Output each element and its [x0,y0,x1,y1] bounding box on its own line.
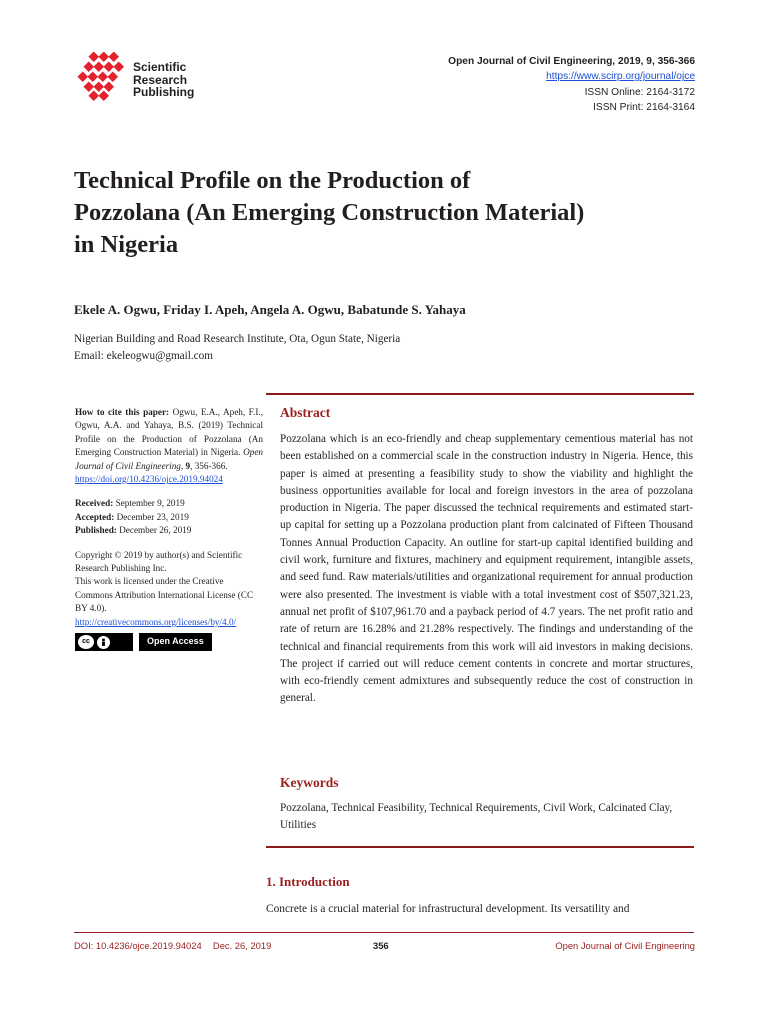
abstract-body: Pozzolana which is an eco-friendly and cheap supplementary cementious material has not been established on a commercial scale in the construction industry in Nigeria. Hence, this paper is aimed at presenting a feasibility study to show the viability and highlight the business opportunities available for local and foreign investors in the area of pozzolana production in Nigeria. The paper discussed the technical requirements and estimated start-up capital for setting up a Pozzolana production plant from calcinated of Fifteen Thousand Tonnes Annual Production Capacity. An outline for start-up capital identified building and civil work, furniture and fixtures, machinery and equipment requirement, intangible assets, and seed fund. Raw materials/utilities and organizational requirement for annual production were also presented. The investment is viable with a total investment cost of $507,321.23, annual net profit of $107,961.70 and a payback period of 4.7 years. The net profit ratio and rate of return are 16.28% and 21.28% respectively. The findings and understanding of the technical and financial requirements from this work will aid investors in making decisions. The project if carried out will reduce cement contents in concrete and mortar structures, with eco-friendly cement admixtures and subsequently reduce the cost of construction in general. [280,433,693,705]
license-url-link[interactable]: http://creativecommons.org/licenses/by/4.0/ [75,616,237,627]
publisher-name-line: Research [133,72,188,87]
footer-date: Dec. 26, 2019 [212,940,272,951]
footer-doi-date [74,940,271,951]
issn-online: ISSN Online: 2164-3172 [584,86,695,98]
title-line: Technical Profile on the Production of [74,167,471,194]
email-label: Email: [74,350,104,362]
keywords-heading: Keywords [280,775,339,790]
paper-email [74,350,213,362]
footer-doi[interactable]: DOI: 10.4236/ojce.2019.94024 [74,940,202,951]
open-access-badge: Open Access [139,633,212,650]
license-notice: This work is licensed under the Creative Commons Attribution International License (CC BY 4.0). [75,576,254,614]
footer-rule [74,932,694,933]
publisher-name-line: Scientific [133,60,187,74]
paper-authors: Ekele A. Ogwu, Friday I. Apeh, Angela A. Ogwu, Babatunde S. Yahaya [74,302,466,317]
sidebar-column [75,406,263,651]
accepted-date: Accepted: December 23, 2019 [75,511,189,522]
email-address-link[interactable]: ekeleogwu@gmail.com [106,350,213,362]
keywords-body: Pozzolana, Technical Feasibility, Technical Requirements, Civil Work, Calcinated Clay, Utilities [280,802,673,832]
footer-journal: Open Journal of Civil Engineering [555,940,695,951]
paper-affiliation: Nigerian Building and Road Research Institute, Ota, Ogun State, Nigeria [74,333,401,345]
journal-url-link[interactable]: https://www.scirp.org/journal/ojce [546,71,695,83]
logo-diamonds-icon [77,52,124,101]
title-line: in Nigeria [74,231,179,258]
journal-header [448,54,695,115]
cite-label: How to cite this paper: [75,407,170,417]
title-line: Pozzolana (An Emerging Construction Material) [74,199,585,226]
page-number: 356 [373,940,389,951]
cite-pages: , 356-366. [190,460,228,471]
abstract-bottom-rule [266,846,694,848]
introduction-body: Concrete is a crucial material for infrastructural development. Its versatility and [266,903,630,915]
copyright-notice: Copyright © 2019 by author(s) and Scientific Research Publishing Inc. [75,549,243,574]
publisher-name-line: Publishing [133,85,195,99]
how-to-cite: How to cite this paper: Ogwu, E.A., Apeh, F.I., Ogwu, A.A. and Yahaya, B.S. (2019) Technical Profile on the Production of Pozzolana (An Emerging Construction Material) in Nigeria. Open Journal of Civil Engineering, 9, 356-366. https://doi.org/10.4236/ojce.2019.94024 [75,407,264,485]
received-date: Received: September 9, 2019 [75,498,185,509]
abstract-top-rule [266,393,694,395]
cite-journal: Open Journal of Civil Engineering [75,447,264,471]
publisher-name [133,61,194,99]
paper-title [74,165,714,261]
introduction-heading: 1. Introduction [266,874,350,889]
attribution-icon [97,636,110,649]
cc-by-badge[interactable] [75,633,133,651]
issn-print: ISSN Print: 2164-3164 [593,101,695,113]
cite-doi-link[interactable]: https://doi.org/10.4236/ojce.2019.94024 [75,474,223,485]
license-badges [75,633,263,651]
published-date: Published: December 26, 2019 [75,525,192,536]
cite-volume: 9 [185,460,191,471]
abstract-heading: Abstract [280,405,331,420]
cite-text: Ogwu, E.A., Apeh, F.I., Ogwu, A.A. and Yahaya, B.S. (2019) Technical Profile on the Production of Pozzolana (An Emerging Construction Material) in Nigeria. [75,407,264,458]
creative-commons-icon: cc [78,635,94,649]
journal-citation: Open Journal of Civil Engineering, 2019, 9, 356-366 [448,56,695,67]
